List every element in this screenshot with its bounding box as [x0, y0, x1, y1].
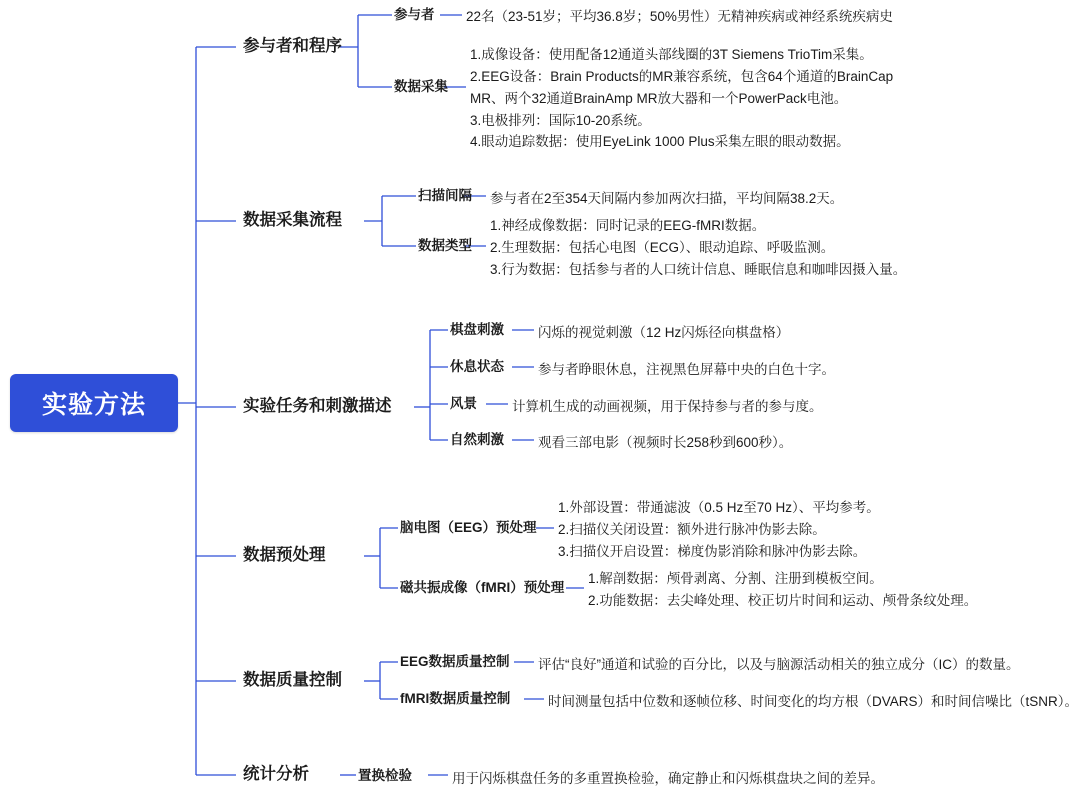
leaf-line: 4.眼动追踪数据：使用EyeLink 1000 Plus采集左眼的眼动数据。 [470, 134, 850, 150]
leaf-rest-state-detail: 参与者睁眼休息，注视黑色屏幕中央的白色十字。 [538, 362, 835, 377]
leaf-fmri-qc-detail: 时间测量包括中位数和逐帧位移、时间变化的均方根（DVARS）和时间信噪比（tSNR）。 [548, 694, 1079, 709]
leaf-line: 1.神经成像数据：同时记录的EEG-fMRI数据。 [490, 218, 766, 233]
sub-label-scenery: 风景 [450, 396, 477, 411]
sub-label-checkerboard: 棋盘刺激 [450, 322, 504, 337]
leaf-naturalistic-detail: 观看三部电影（视频时长258秒到600秒）。 [538, 435, 793, 450]
leaf-line: 1.外部设置：带通滤波（0.5 Hz至70 Hz）、平均参考。 [558, 500, 880, 515]
leaf-line: 1.成像设备：使用配备12通道头部线圈的3T Siemens TrioTim采集。 [470, 47, 873, 62]
leaf-eeg-preprocessing-details [558, 497, 880, 563]
leaf-scenery-detail: 计算机生成的动画视频，用于保持参与者的参与度。 [512, 399, 823, 414]
leaf-participants-detail: 22名（23-51岁；平均36.8岁；50%男性）无精神疾病或神经系统疾病史 [466, 9, 893, 24]
leaf-checkerboard-detail: 闪烁的视觉刺激（12 Hz闪烁径向棋盘格） [538, 325, 790, 340]
leaf-line: 3.行为数据：包括参与者的人口统计信息、睡眠信息和咖啡因摄入量。 [490, 261, 907, 277]
branch-label-participants-procedure: 参与者和程序 [243, 37, 342, 55]
branch-label-quality-control: 数据质量控制 [243, 671, 342, 689]
leaf-line: 2.扫描仪关闭设置：额外进行脉冲伪影去除。 [558, 521, 826, 537]
sub-label-participants: 参与者 [394, 7, 435, 22]
sub-label-data-acquisition: 数据采集 [394, 79, 448, 94]
branch-label-acquisition-workflow: 数据采集流程 [243, 211, 342, 229]
sub-label-fmri-qc: fMRI数据质量控制 [400, 691, 511, 706]
sub-label-rest-state: 休息状态 [450, 359, 504, 374]
root-label: 实验方法 [41, 391, 146, 419]
leaf-permutation-test-detail: 用于闪烁棋盘任务的多重置换检验，确定静止和闪烁棋盘块之间的差异。 [452, 771, 884, 786]
sub-label-eeg-qc: EEG数据质量控制 [400, 654, 510, 669]
leaf-line: 3.电极排列：国际10-20系统。 [470, 112, 651, 128]
sub-label-naturalistic: 自然刺激 [450, 432, 504, 447]
sub-label-scan-interval: 扫描间隔 [418, 188, 472, 203]
branch-label-statistics: 统计分析 [243, 765, 309, 783]
leaf-scan-interval-detail: 参与者在2至354天间隔内参加两次扫描，平均间隔38.2天。 [490, 191, 844, 206]
leaf-line: 1.解剖数据：颅骨剥离、分割、注册到模板空间。 [588, 571, 883, 586]
branch-label-preprocessing: 数据预处理 [243, 546, 326, 564]
sub-label-data-types: 数据类型 [418, 238, 472, 253]
leaf-line: MR、两个32通道BrainAmp MR放大器和一个PowerPack电池。 [470, 90, 848, 106]
root-node [10, 374, 178, 432]
sub-label-fmri-preprocessing: 磁共振成像（fMRI）预处理 [400, 580, 565, 595]
leaf-data-acquisition-details [470, 44, 893, 153]
leaf-line: 2.功能数据：去尖峰处理、校正切片时间和运动、颅骨条纹处理。 [588, 592, 978, 608]
leaf-eeg-qc-detail: 评估“良好”通道和试验的百分比，以及与脑源活动相关的独立成分（IC）的数量。 [538, 657, 1020, 672]
sub-label-eeg-preprocessing: 脑电图（EEG）预处理 [400, 520, 537, 535]
leaf-fmri-preprocessing-details [588, 568, 977, 612]
leaf-line: 2.EEG设备：Brain Products的MR兼容系统，包含64个通道的BrainCap [470, 68, 894, 84]
leaf-data-types-details [490, 215, 906, 281]
sub-label-permutation-test: 置换检验 [358, 768, 412, 783]
leaf-line: 2.生理数据：包括心电图（ECG）、眼动追踪、呼吸监测。 [490, 239, 835, 255]
branch-label-tasks-stimuli: 实验任务和刺激描述 [243, 397, 392, 415]
leaf-line: 3.扫描仪开启设置：梯度伪影消除和脉冲伪影去除。 [558, 543, 867, 559]
